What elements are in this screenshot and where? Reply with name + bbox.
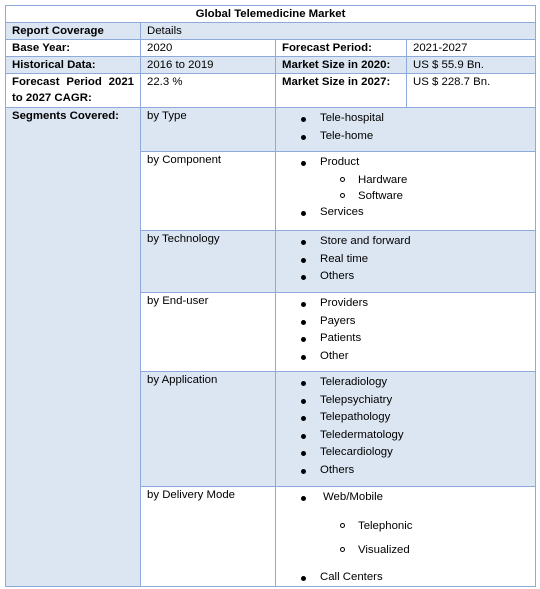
sub-bullet-icon (340, 177, 345, 182)
sub-bullet-icon (340, 547, 345, 552)
list-item: Product (276, 154, 535, 172)
list-item: Payers (276, 313, 535, 331)
segment-type-label: by Type (141, 108, 276, 152)
list-item: Call Centers (276, 569, 535, 587)
market-size-2027-label: Market Size in 2027: (276, 74, 407, 108)
base-year-label: Base Year: (6, 40, 141, 57)
segment-application-list (276, 372, 536, 487)
bullet-icon (301, 117, 306, 122)
segment-end-user-list (276, 293, 536, 372)
forecast-period-label: Forecast Period: (276, 40, 407, 57)
list-item: Hardware (276, 172, 535, 188)
bullet-icon (301, 469, 306, 474)
list-item: Tele-hospital (276, 110, 535, 128)
list-item: Others (276, 268, 535, 286)
list-item: Teledermatology (276, 427, 535, 445)
report-table (5, 5, 536, 587)
list-item: Telephonic (276, 514, 535, 538)
segment-type-list (276, 108, 536, 152)
bullet-icon (301, 240, 306, 245)
bullet-icon (301, 399, 306, 404)
list-item: Tele-home (276, 128, 535, 146)
list-item: Other (276, 348, 535, 366)
bullet-icon (301, 161, 306, 166)
bullet-icon (301, 451, 306, 456)
bullet-icon (301, 258, 306, 263)
list-item: Teleradiology (276, 374, 535, 392)
segment-technology-label: by Technology (141, 231, 276, 293)
list-item: Telepathology (276, 409, 535, 427)
list-item: Others (276, 462, 535, 480)
bullet-icon (301, 275, 306, 280)
list-item: Telecardiology (276, 444, 535, 462)
bullet-icon (301, 381, 306, 386)
segment-delivery-mode-list (276, 487, 536, 587)
bullet-icon (301, 416, 306, 421)
list-item: Store and forward (276, 233, 535, 251)
segment-delivery-mode-label: by Delivery Mode (141, 487, 276, 587)
header-report-coverage: Report Coverage (6, 23, 141, 40)
list-item: Patients (276, 330, 535, 348)
list-item: Providers (276, 295, 535, 313)
header-details: Details (141, 23, 536, 40)
bullet-icon (301, 434, 306, 439)
forecast-period-value: 2021-2027 (407, 40, 536, 57)
list-item: Real time (276, 251, 535, 269)
list-item: Web/Mobile (276, 489, 535, 507)
cagr-value: 22.3 % (141, 74, 276, 108)
list-item: Telepsychiatry (276, 392, 535, 410)
market-size-2020-label: Market Size in 2020: (276, 57, 407, 74)
bullet-icon (301, 337, 306, 342)
market-size-2027-value: US $ 228.7 Bn. (407, 74, 536, 108)
segment-technology-list (276, 231, 536, 293)
sub-bullet-icon (340, 193, 345, 198)
bullet-icon (301, 302, 306, 307)
segment-component-label: by Component (141, 152, 276, 231)
list-item: Services (276, 204, 535, 222)
historical-data-label: Historical Data: (6, 57, 141, 74)
segment-component-list (276, 152, 536, 231)
table-title: Global Telemedicine Market (6, 6, 536, 23)
segment-end-user-label: by End-user (141, 293, 276, 372)
bullet-icon (301, 496, 306, 501)
bullet-icon (301, 355, 306, 360)
list-item: Visualized (276, 538, 535, 562)
segments-covered-label: Segments Covered: (6, 108, 141, 587)
cagr-label: Forecast Period 2021 to 2027 CAGR: (6, 74, 141, 108)
bullet-icon (301, 576, 306, 581)
historical-data-value: 2016 to 2019 (141, 57, 276, 74)
bullet-icon (301, 320, 306, 325)
sub-bullet-icon (340, 523, 345, 528)
list-item: Software (276, 188, 535, 204)
base-year-value: 2020 (141, 40, 276, 57)
bullet-icon (301, 135, 306, 140)
market-size-2020-value: US $ 55.9 Bn. (407, 57, 536, 74)
bullet-icon (301, 211, 306, 216)
segment-application-label: by Application (141, 372, 276, 487)
